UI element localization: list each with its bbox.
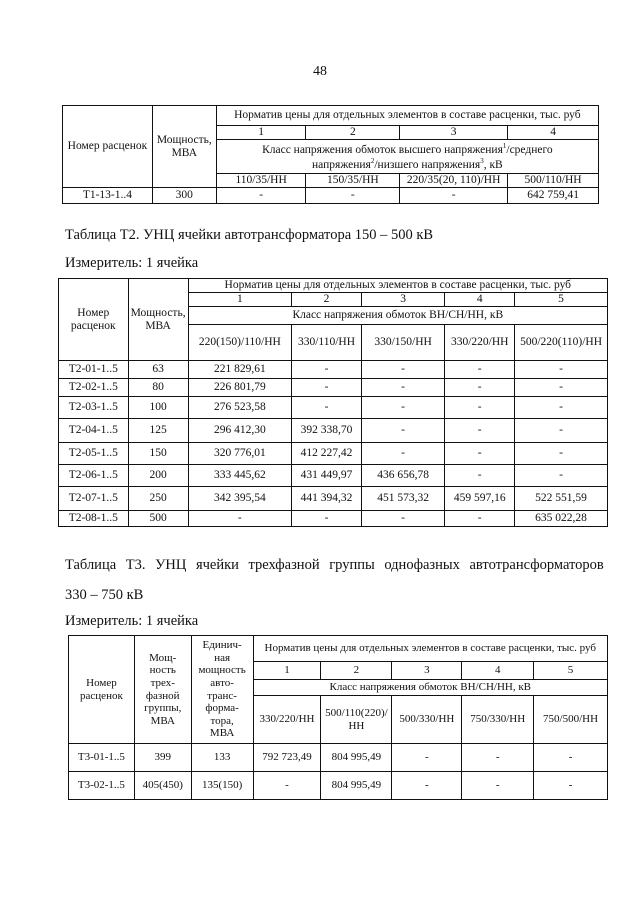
row-power: 100 xyxy=(128,397,188,419)
row-value: 436 656,78 xyxy=(361,465,444,487)
table-t2 xyxy=(58,278,608,527)
t2-voltage-1: 220(150)/110/НН xyxy=(188,325,292,361)
t2-col-5: 5 xyxy=(515,293,608,307)
row-value: 276 523,58 xyxy=(188,397,292,419)
t3-head-unit-line: ная xyxy=(214,651,231,664)
row-power: 125 xyxy=(128,419,188,443)
row-code: Т2-06-1..5 xyxy=(59,465,129,487)
table-row xyxy=(63,188,599,204)
t2-col-4: 4 xyxy=(445,293,515,307)
t3-head-power-line: МВА xyxy=(150,714,175,727)
t3-voltage-1: 330/220/НН xyxy=(253,696,321,744)
t2-head-number: Номер расценок xyxy=(59,279,129,361)
table-row xyxy=(59,419,608,443)
row-value: 333 445,62 xyxy=(188,465,292,487)
t3-head-unit-line: тора, xyxy=(210,714,234,727)
t3-caption-line-2: 330 – 750 кВ xyxy=(65,587,144,603)
row-value: - xyxy=(515,397,608,419)
row-value: 642 759,41 xyxy=(508,188,599,204)
t1-class-sup-3: 3 xyxy=(480,156,484,165)
row-code: Т2-08-1..5 xyxy=(59,511,129,527)
t2-col-3: 3 xyxy=(361,293,444,307)
t3-col-4: 4 xyxy=(462,662,534,680)
row-value: - xyxy=(292,397,362,419)
table-row xyxy=(69,744,608,772)
row-value: 431 449,97 xyxy=(292,465,362,487)
t3-head-unit-line: транс- xyxy=(207,689,237,702)
row-power: 399 xyxy=(134,744,191,772)
t1-class-text-3: напряжения xyxy=(312,158,371,171)
row-code: Т2-02-1..5 xyxy=(59,379,129,397)
row-code: Т3-02-1..5 xyxy=(69,772,135,800)
row-power: 150 xyxy=(128,443,188,465)
t3-voltage-4: 750/330/НН xyxy=(462,696,534,744)
table-row xyxy=(59,443,608,465)
row-value: - xyxy=(361,511,444,527)
table-row xyxy=(59,465,608,487)
table-row xyxy=(59,361,608,379)
t3-col-2: 2 xyxy=(321,662,392,680)
t3-head-norm: Норматив цены для отдельных элементов в составе расценки, тыс. руб xyxy=(253,636,607,662)
t2-head-norm: Норматив цены для отдельных элементов в составе расценки, тыс. руб xyxy=(188,279,607,293)
t1-voltage-4: 500/110/НН xyxy=(508,174,599,188)
t3-voltage-2: 500/110(220)/ НН xyxy=(321,696,392,744)
t1-class-text-1: Класс напряжения обмоток высшего напряжения xyxy=(262,143,503,156)
row-value: 451 573,32 xyxy=(361,487,444,511)
row-value: - xyxy=(515,419,608,443)
row-value: - xyxy=(445,511,515,527)
row-value: - xyxy=(445,465,515,487)
t1-class-sup-1: 1 xyxy=(502,141,507,150)
row-value: - xyxy=(445,419,515,443)
t3-head-unit-line: МВА xyxy=(209,727,235,740)
t2-measure: Измеритель: 1 ячейка xyxy=(65,255,199,271)
t1-col-1: 1 xyxy=(216,126,306,140)
t3-voltage-3: 500/330/НН xyxy=(392,696,462,744)
row-value: - xyxy=(515,379,608,397)
t3-head-power xyxy=(134,636,191,744)
t1-class-text-4: /низшего напряжения xyxy=(374,158,481,171)
row-value: - xyxy=(445,397,515,419)
t3-caption-line-1: Таблица Т3. УНЦ ячейки трехфазной группы однофазных автотрансформаторов xyxy=(65,557,604,573)
row-value: - xyxy=(445,443,515,465)
row-unit-power: 133 xyxy=(191,744,253,772)
t3-head-unit xyxy=(191,636,253,744)
row-value: 296 412,30 xyxy=(188,419,292,443)
row-value: 635 022,28 xyxy=(515,511,608,527)
t1-col-3: 3 xyxy=(400,126,508,140)
t3-head-power-line: ность xyxy=(149,664,176,677)
row-power: 405(450) xyxy=(134,772,191,800)
row-code: Т1-13-1..4 xyxy=(63,188,153,204)
row-value: - xyxy=(188,511,292,527)
row-power: 63 xyxy=(128,361,188,379)
row-value: 342 395,54 xyxy=(188,487,292,511)
row-value: - xyxy=(445,379,515,397)
t1-voltage-3: 220/35(20, 110)/НН xyxy=(400,174,508,188)
row-value: - xyxy=(253,772,321,800)
row-code: Т2-03-1..5 xyxy=(59,397,129,419)
row-value: - xyxy=(306,188,400,204)
row-value: - xyxy=(515,465,608,487)
t2-caption: Таблица Т2. УНЦ ячейки автотрансформатора 150 – 500 кВ xyxy=(65,227,434,243)
t2-head-power: Мощность, МВА xyxy=(128,279,188,361)
table-t1 xyxy=(62,105,599,204)
row-value: 320 776,01 xyxy=(188,443,292,465)
row-value: 522 551,59 xyxy=(515,487,608,511)
table-t3 xyxy=(68,635,608,800)
row-value: - xyxy=(462,772,534,800)
t1-class-text-2: /среднего xyxy=(506,143,553,156)
t1-class-sup-2: 2 xyxy=(370,156,375,165)
row-value: - xyxy=(534,772,608,800)
row-code: Т2-04-1..5 xyxy=(59,419,129,443)
row-value: 441 394,32 xyxy=(292,487,362,511)
t1-head-number: Номер расценок xyxy=(63,106,153,188)
t1-class-header xyxy=(216,140,598,174)
t2-voltage-4: 330/220/НН xyxy=(445,325,515,361)
t1-voltage-1: 110/35/НН xyxy=(216,174,306,188)
row-value: 412 227,42 xyxy=(292,443,362,465)
row-value: - xyxy=(292,379,362,397)
row-value: - xyxy=(292,511,362,527)
row-value: 221 829,61 xyxy=(188,361,292,379)
table-row xyxy=(59,487,608,511)
t2-voltage-2: 330/110/НН xyxy=(292,325,362,361)
row-code: Т2-01-1..5 xyxy=(59,361,129,379)
t2-voltage-3: 330/150/НН xyxy=(361,325,444,361)
row-value: - xyxy=(445,361,515,379)
row-unit-power: 135(150) xyxy=(191,772,253,800)
t2-col-1: 1 xyxy=(188,293,292,307)
t3-head-power-line: группы, xyxy=(144,702,182,715)
row-value: 804 995,49 xyxy=(321,744,392,772)
t3-head-unit-line: форма- xyxy=(205,702,239,715)
row-value: - xyxy=(216,188,306,204)
row-value: - xyxy=(534,744,608,772)
table-row xyxy=(69,772,608,800)
t3-col-3: 3 xyxy=(392,662,462,680)
row-value: - xyxy=(361,379,444,397)
row-power: 500 xyxy=(128,511,188,527)
row-value: - xyxy=(361,397,444,419)
row-power: 300 xyxy=(152,188,216,204)
table-row xyxy=(59,511,608,527)
row-value: 226 801,79 xyxy=(188,379,292,397)
row-code: Т3-01-1..5 xyxy=(69,744,135,772)
t3-head-power-line: Мощ- xyxy=(149,651,177,664)
row-code: Т2-07-1..5 xyxy=(59,487,129,511)
row-value: - xyxy=(292,361,362,379)
table-row xyxy=(59,397,608,419)
row-value: 392 338,70 xyxy=(292,419,362,443)
row-value: - xyxy=(462,744,534,772)
t2-class-header: Класс напряжения обмоток ВН/СН/НН, кВ xyxy=(188,307,607,325)
t2-voltage-5: 500/220(110)/НН xyxy=(515,325,608,361)
row-value: - xyxy=(361,361,444,379)
row-power: 80 xyxy=(128,379,188,397)
t3-class-header: Класс напряжения обмоток ВН/СН/НН, кВ xyxy=(253,680,607,696)
t3-head-number: Номер расценок xyxy=(69,636,135,744)
t1-head-norm: Норматив цены для отдельных элементов в составе расценки, тыс. руб xyxy=(216,106,598,126)
t1-col-4: 4 xyxy=(508,126,599,140)
t3-col-1: 1 xyxy=(253,662,321,680)
row-code: Т2-05-1..5 xyxy=(59,443,129,465)
t3-voltage-5: 750/500/НН xyxy=(534,696,608,744)
t3-col-5: 5 xyxy=(534,662,608,680)
row-value: - xyxy=(392,744,462,772)
row-value: - xyxy=(515,361,608,379)
row-power: 200 xyxy=(128,465,188,487)
t2-col-2: 2 xyxy=(292,293,362,307)
t3-head-power-line: фазной xyxy=(145,689,180,702)
t3-head-power-line: трех- xyxy=(150,676,175,689)
page-number: 48 xyxy=(313,64,327,79)
t1-voltage-2: 150/35/НН xyxy=(306,174,400,188)
row-value: - xyxy=(515,443,608,465)
t3-head-unit-line: мощность xyxy=(198,664,246,677)
table-row xyxy=(59,379,608,397)
row-power: 250 xyxy=(128,487,188,511)
t1-head-power: Мощность, МВА xyxy=(152,106,216,188)
row-value: 459 597,16 xyxy=(445,487,515,511)
row-value: - xyxy=(392,772,462,800)
row-value: - xyxy=(400,188,508,204)
t1-col-2: 2 xyxy=(306,126,400,140)
t3-head-unit-line: Единич- xyxy=(202,638,242,651)
row-value: 792 723,49 xyxy=(253,744,321,772)
t3-measure: Измеритель: 1 ячейка xyxy=(65,613,199,629)
t1-class-text-5: , кВ xyxy=(483,158,503,171)
row-value: - xyxy=(361,443,444,465)
row-value: - xyxy=(361,419,444,443)
t3-head-unit-line: авто- xyxy=(210,676,234,689)
row-value: 804 995,49 xyxy=(321,772,392,800)
